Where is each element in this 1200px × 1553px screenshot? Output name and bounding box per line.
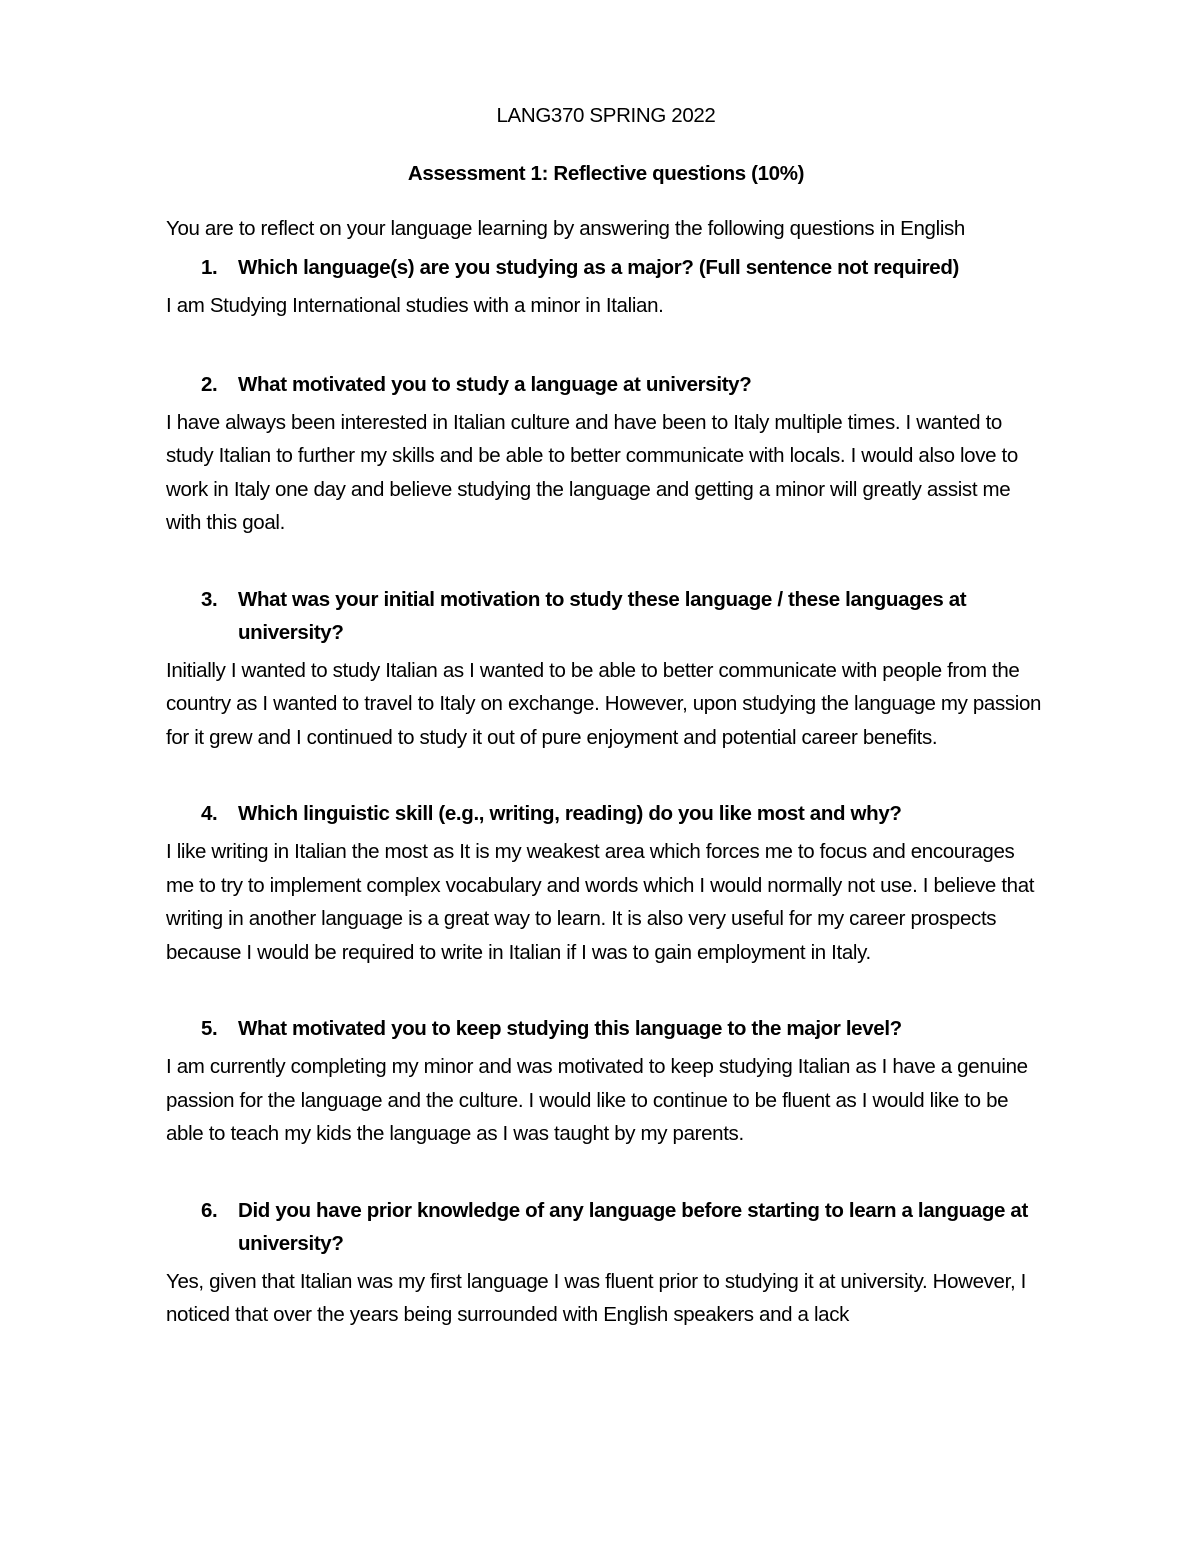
question-block-1 — [166, 251, 1046, 323]
question-block-3 — [166, 583, 1046, 755]
question-number: 2. — [201, 372, 218, 396]
document-body — [166, 100, 1046, 1332]
question-text: Did you have prior knowledge of any language before starting to learn a language at university? — [238, 1198, 1028, 1255]
question-block-5 — [166, 1012, 1046, 1151]
question-1 — [166, 251, 1046, 284]
answer-5: I am currently completing my minor and was motivated to keep studying Italian as I have a genuine passion for the language and the culture. I would like to continue to be fluent as I would like to be able to teach my kids the language as I was taught by my parents. — [166, 1055, 1028, 1145]
question-text: Which linguistic skill (e.g., writing, reading) do you like most and why? — [238, 802, 902, 825]
question-3 — [166, 583, 1046, 649]
question-number: 4. — [201, 802, 218, 825]
answer-3: Initially I wanted to study Italian as I wanted to be able to better communicate with people from the country as I wanted to travel to Italy on exchange. However, upon studying the language my passion for it grew and I continued to study it out of pure enjoyment and potential career benefits. — [166, 658, 1042, 749]
question-number: 5. — [201, 1017, 218, 1040]
answer-6: Yes, given that Italian was my first language I was fluent prior to studying it at university. However, I noticed that over the years being surrounded with English speakers and a lack — [166, 1269, 1026, 1326]
question-number: 6. — [201, 1198, 218, 1222]
answer-1: I am Studying International studies with a minor in Italian. — [166, 294, 664, 317]
answer-2: I have always been interested in Italian culture and have been to Italy multiple times. I wanted to study Italian to further my skills and be able to better communicate with locals. I would also love to work in Italy one day and believe studying the language and getting a minor will greatly assist me with this goal. — [166, 410, 1018, 534]
document-title: LANG370 SPRING 2022 — [496, 104, 716, 127]
question-text: What motivated you to keep studying this language to the major level? — [238, 1017, 902, 1040]
question-text: What was your initial motivation to study these language / these languages at university? — [238, 587, 967, 644]
question-text: Which language(s) are you studying as a major? (Full sentence not required) — [238, 256, 959, 279]
question-block-4 — [166, 797, 1046, 969]
question-4 — [166, 797, 1046, 830]
question-6 — [166, 1194, 1046, 1260]
question-block-6 — [166, 1194, 1046, 1332]
document-subtitle: Assessment 1: Reflective questions (10%) — [407, 162, 805, 185]
question-number: 1. — [201, 256, 218, 279]
question-text: What motivated you to study a language at university? — [238, 372, 752, 396]
question-5 — [166, 1012, 1046, 1045]
answer-4: I like writing in Italian the most as It is my weakest area which forces me to focus and encourages me to try to implement complex vocabulary and words which I would normally not use. I believe that writing in another language is a great way to learn. It is also very useful for my career prospects because I would be required to write in Italian if I was to gain employment in Italy. — [166, 840, 1035, 964]
question-2 — [166, 368, 1046, 401]
question-block-2 — [166, 368, 1046, 540]
question-number: 3. — [201, 587, 218, 611]
intro-paragraph: You are to reflect on your language learning by answering the following questions in English — [166, 217, 965, 240]
